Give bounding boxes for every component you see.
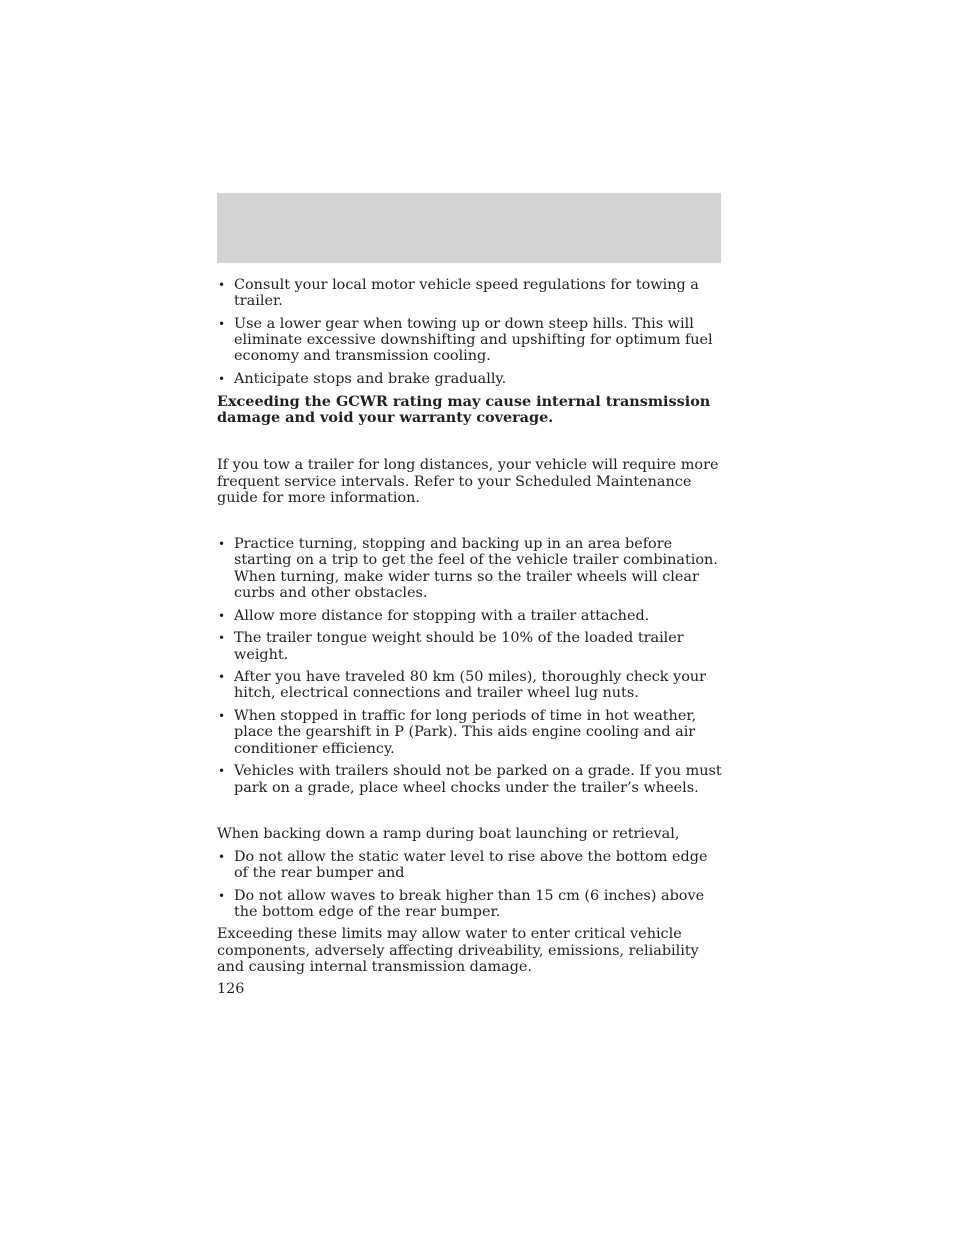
page-number: 126 <box>217 981 245 997</box>
bullet-icon: • <box>218 670 226 685</box>
bullet-icon: • <box>218 372 226 387</box>
trailer-tips-list <box>217 536 725 796</box>
list-item-text: Do not allow the static water level to rise above the bottom edge of the rear bumper and <box>234 848 708 881</box>
list-item-text: Do not allow waves to break higher than 15 cm (6 inches) above the bottom edge of the rear bumper. <box>234 887 705 920</box>
bullet-icon: • <box>218 316 226 331</box>
boat-launching-list <box>217 849 725 920</box>
bullet-icon: • <box>218 278 226 292</box>
page-content <box>217 277 725 975</box>
list-item-text: The trailer tongue weight should be 10% of the loaded trailer weight. <box>234 630 684 663</box>
bullet-icon: • <box>218 888 226 903</box>
list-item <box>217 888 725 921</box>
list-item-text: Allow more distance for stopping with a trailer attached. <box>234 607 650 624</box>
bullet-icon: • <box>218 608 226 623</box>
list-item <box>217 763 725 796</box>
list-item-text: Use a lower gear when towing up or down steep hills. This will eliminate excessive downshifting and upshifting for optimum fuel economy and transmission cooling. <box>234 315 713 365</box>
list-item-text: When stopped in traffic for long periods of time in hot weather, place the gearshift in P (Park). This aids engine cooling and air conditioner efficiency. <box>234 708 697 757</box>
bullet-icon: • <box>218 631 226 646</box>
bullet-icon: • <box>218 709 226 724</box>
list-item <box>217 316 725 365</box>
list-item <box>217 536 725 601</box>
section-header-band <box>217 193 721 263</box>
list-item <box>217 277 725 310</box>
list-item <box>217 669 725 702</box>
boat-launching-intro: When backing down a ramp during boat launching or retrieval, <box>217 826 680 843</box>
list-item-text: Consult your local motor vehicle speed regulations for towing a trailer. <box>234 277 699 310</box>
list-item-text: Vehicles with trailers should not be parked on a grade. If you must park on a grade, place wheel chocks under the trailer’s wheels. <box>234 763 722 796</box>
list-item-text: Anticipate stops and brake gradually. <box>234 371 507 388</box>
list-item <box>217 708 725 757</box>
list-item-text: After you have traveled 80 km (50 miles), thoroughly check your hitch, electrical connections and trailer wheel lug nuts. <box>234 669 707 702</box>
list-item <box>217 849 725 882</box>
list-item-text: Practice turning, stopping and backing up in an area before starting on a trip to get the feel of the vehicle trailer combination. When turning, make wider turns so the trailer wheels will clear curbs and other obstacles. <box>234 536 718 602</box>
boat-launching-closing: Exceeding these limits may allow water to enter critical vehicle components, adversely affecting driveability, emissions, reliability and causing internal transmission damage. <box>217 926 699 976</box>
bullet-icon: • <box>218 849 226 864</box>
list-item <box>217 608 725 624</box>
list-item <box>217 630 725 663</box>
gcwr-warning: Exceeding the GCWR rating may cause internal transmission damage and void your warranty coverage. <box>217 392 711 426</box>
servicing-paragraph: If you tow a trailer for long distances, your vehicle will require more frequent service intervals. Refer to your Scheduled Maintenance guide for more information. <box>217 457 719 506</box>
bullet-icon: • <box>218 537 226 552</box>
bullet-icon: • <box>218 764 226 779</box>
list-item <box>217 371 725 387</box>
towing-tips-list <box>217 277 725 387</box>
